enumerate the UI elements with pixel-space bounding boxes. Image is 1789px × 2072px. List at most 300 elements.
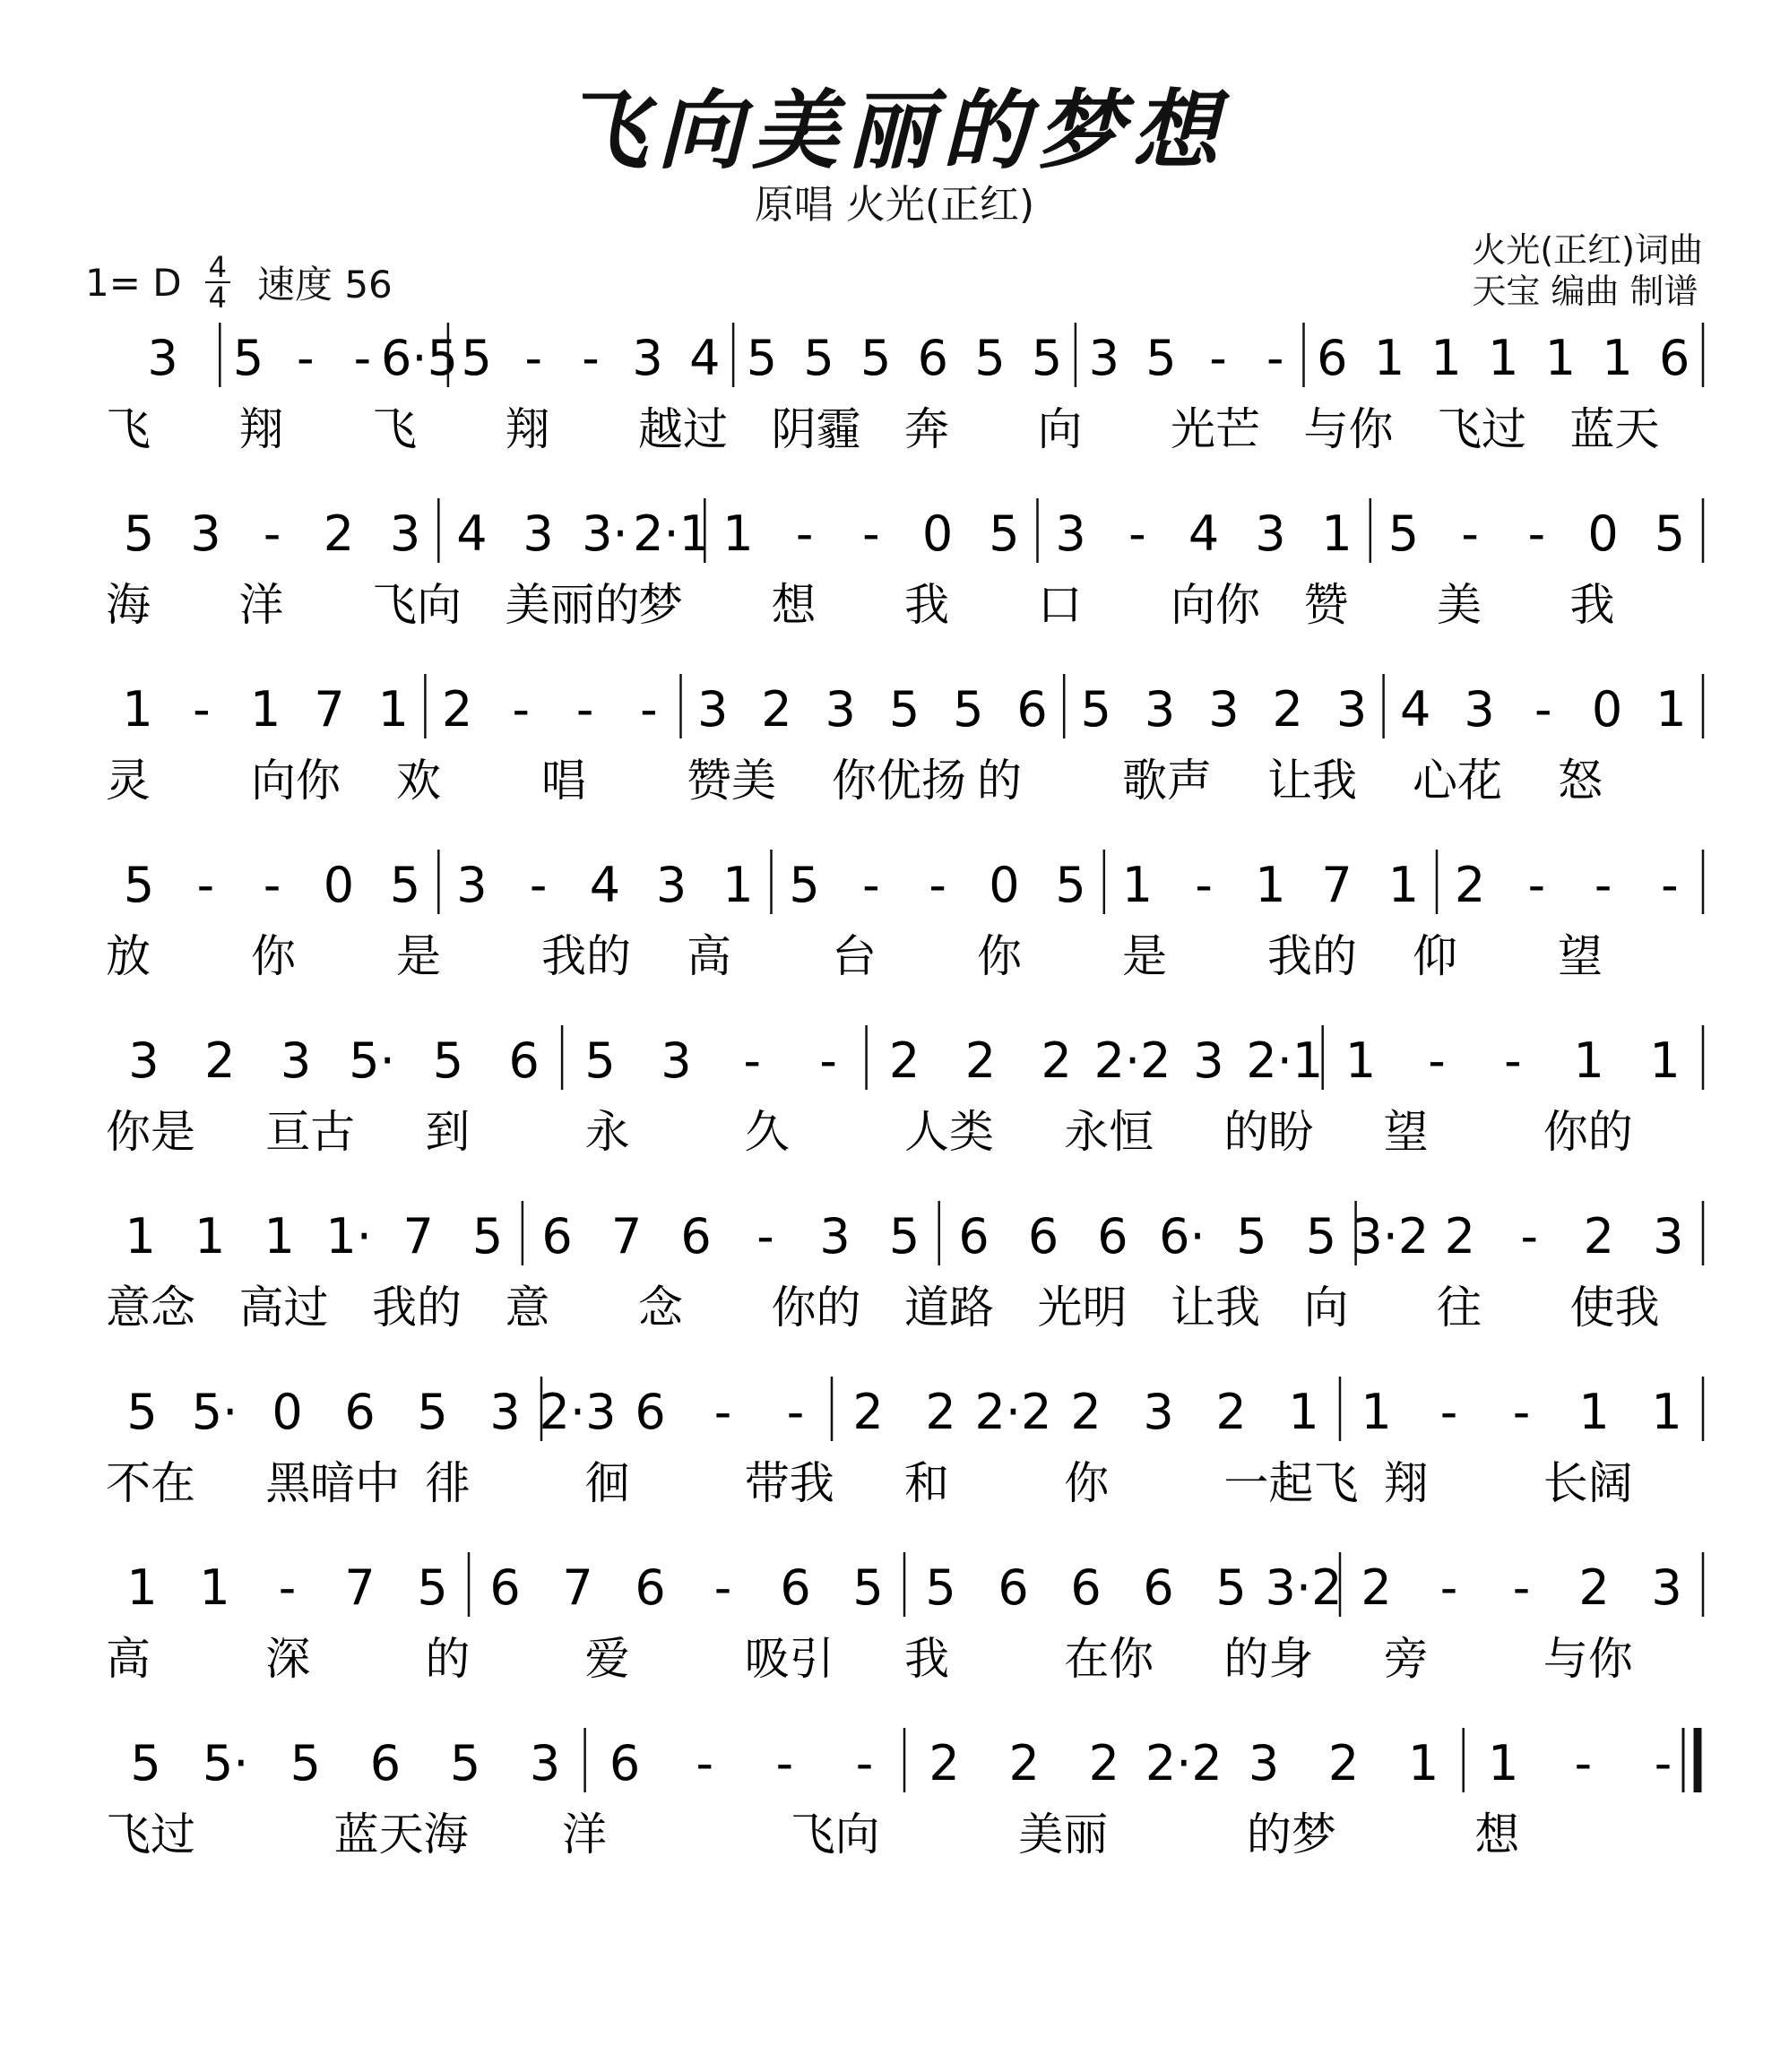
lyric: 吸引 <box>744 1633 834 1685</box>
lyric: 美 <box>1437 579 1482 631</box>
arranger: 天宝 编曲 制谱 <box>1472 272 1698 311</box>
note: 3 <box>1464 681 1495 738</box>
note: 6 <box>1143 1559 1174 1616</box>
note: 3 <box>128 1032 160 1089</box>
note: 5 <box>1031 330 1063 386</box>
note: 1 <box>722 857 754 913</box>
lyric: 赞美 <box>687 755 776 807</box>
note: 3 <box>389 505 421 562</box>
note: 5· <box>191 1384 238 1440</box>
lyric: 我 <box>1569 579 1615 631</box>
note: 1· <box>325 1208 372 1265</box>
note: 3 <box>529 1735 561 1791</box>
lyric: 心花 <box>1413 755 1502 807</box>
note: 3 <box>456 857 488 913</box>
lyric: 和 <box>904 1457 949 1509</box>
note: 4 <box>456 505 488 562</box>
note: - <box>855 1735 874 1791</box>
note: 1 <box>122 681 153 738</box>
note: 2 <box>1008 1735 1040 1791</box>
time-numerator: 4 <box>205 253 230 283</box>
note: 2 <box>1327 1735 1360 1791</box>
note: - <box>862 505 880 562</box>
note: 5 <box>1236 1208 1267 1265</box>
note: 2 <box>1041 1032 1072 1089</box>
lyric: 亘古 <box>265 1106 356 1158</box>
lyric: 向你 <box>251 755 341 807</box>
note: 3 <box>523 505 554 562</box>
note: - <box>1512 1559 1531 1616</box>
note: 5 <box>1305 1208 1337 1265</box>
note: 5 <box>123 505 155 562</box>
note: 3 <box>1055 505 1086 562</box>
note: - <box>263 857 281 913</box>
note: 2 <box>1454 857 1486 913</box>
note: 6 <box>917 330 948 386</box>
note: 2·3 <box>539 1384 617 1440</box>
note: 5 <box>417 1384 448 1440</box>
note: 1 <box>194 1208 226 1265</box>
note: 5 <box>860 330 892 386</box>
note: 2 <box>1272 681 1303 738</box>
note: 2 <box>1361 1559 1392 1616</box>
note: 1 <box>1488 1735 1519 1791</box>
note: 1 <box>1651 1384 1682 1440</box>
note: 5 <box>803 330 834 386</box>
note: 5 <box>1055 857 1086 913</box>
lyric: 你的 <box>1543 1106 1633 1158</box>
note: 1 <box>1649 1032 1681 1089</box>
lyric: 让我 <box>1267 755 1357 807</box>
lyric: 望 <box>1558 930 1603 982</box>
note: 1 <box>199 1559 230 1616</box>
note: 3 <box>1653 1208 1684 1265</box>
lyric: 越过 <box>638 403 728 455</box>
note: - <box>775 1735 794 1791</box>
note: 3 <box>1143 1384 1174 1440</box>
note: 6 <box>958 1208 990 1265</box>
note: 1 <box>1573 1032 1604 1089</box>
note: - <box>756 1208 774 1265</box>
lyric: 飞 <box>106 403 151 455</box>
note: 3·2 <box>1352 1208 1430 1265</box>
lyric: 我 <box>904 1633 949 1685</box>
lyric: 你是 <box>106 1106 195 1158</box>
note: - <box>1439 1384 1458 1440</box>
note: 2 <box>888 1032 920 1089</box>
note: 1 <box>1344 1032 1377 1089</box>
lyric: 的 <box>425 1633 471 1685</box>
note: - <box>196 857 215 913</box>
lyric: 灵 <box>106 755 151 807</box>
note: 1 <box>126 1559 158 1616</box>
note: 6 <box>1070 1559 1102 1616</box>
note: 2 <box>925 1384 956 1440</box>
song-title: 飞向美丽的梦想 <box>562 80 1227 181</box>
note: 3 <box>697 681 729 738</box>
lyric: 你 <box>1064 1457 1110 1509</box>
lyric: 翔 <box>505 403 550 455</box>
lyric: 仰 <box>1413 930 1457 982</box>
note: 6 <box>609 1735 641 1791</box>
note: 2 <box>323 505 355 562</box>
note: 1 <box>377 681 409 738</box>
note: 1 <box>1488 330 1519 386</box>
lyric: 徘 <box>425 1457 471 1509</box>
note: 5 <box>389 857 421 913</box>
note: - <box>1527 505 1546 562</box>
lyric: 飞向 <box>372 579 462 631</box>
note: 5 <box>123 857 155 913</box>
note: 7 <box>1321 857 1353 913</box>
note: 0 <box>1591 681 1623 738</box>
lyric: 高 <box>687 930 731 982</box>
note: 2 <box>964 1032 997 1089</box>
note: 1 <box>1255 857 1286 913</box>
note: 5 <box>584 1032 616 1089</box>
note: 0 <box>1587 505 1619 562</box>
lyric: 高 <box>106 1633 151 1685</box>
note: 5 <box>789 857 820 913</box>
lyric: 洋 <box>562 1809 608 1860</box>
note: 6 <box>1317 330 1348 386</box>
note: 3 <box>147 330 178 386</box>
lyric: 道路 <box>904 1282 994 1334</box>
note: 5 <box>432 1032 464 1089</box>
note: 2·2 <box>974 1384 1052 1440</box>
note: 6 <box>489 1559 521 1616</box>
note: - <box>713 1559 732 1616</box>
lyric: 飞过 <box>106 1809 195 1860</box>
lyric: 长阔 <box>1543 1457 1633 1509</box>
note: 3 <box>1255 505 1286 562</box>
note: 7 <box>402 1208 434 1265</box>
note: 3 <box>489 1384 521 1440</box>
note: 7 <box>562 1559 593 1616</box>
note: 3·2 <box>1265 1559 1343 1616</box>
note: 2 <box>441 681 473 738</box>
time-denominator: 4 <box>208 281 227 315</box>
lyric: 深 <box>265 1633 311 1685</box>
note: - <box>278 1559 297 1616</box>
note: 1 <box>1121 857 1154 913</box>
note: 1 <box>125 1208 156 1265</box>
note: 5 <box>126 1384 158 1440</box>
note: 7 <box>314 681 345 738</box>
note: 5 <box>989 505 1020 562</box>
lyric: 一起飞 <box>1223 1457 1359 1509</box>
key-label: 1= D <box>85 260 182 305</box>
note: 5 <box>888 681 920 738</box>
note: - <box>743 1032 762 1089</box>
note: 2·2 <box>1145 1735 1223 1791</box>
lyric: 飞 <box>372 403 417 455</box>
lyric: 光明 <box>1037 1282 1128 1334</box>
lyric: 的盼 <box>1223 1106 1314 1158</box>
note: 5 <box>888 1208 920 1265</box>
note: 2 <box>761 681 792 738</box>
lyric: 歌声 <box>1122 755 1212 807</box>
note: - <box>1428 1032 1446 1089</box>
note: 3 <box>1651 1559 1682 1616</box>
note: 3 <box>190 505 221 562</box>
lyric: 美丽的 <box>505 579 640 631</box>
note: - <box>582 330 600 386</box>
note: - <box>1512 1384 1531 1440</box>
note: - <box>1661 857 1679 913</box>
note: 3 <box>819 1208 851 1265</box>
note: 1 <box>1321 505 1353 562</box>
lyric: 光芒 <box>1171 403 1260 455</box>
lyric: 与你 <box>1543 1633 1633 1685</box>
note: 5 <box>1387 505 1420 562</box>
note: 2 <box>1088 1735 1119 1791</box>
lyric: 想 <box>771 579 817 631</box>
note: 2 <box>1444 1208 1475 1265</box>
lyric: 飞过 <box>1437 403 1526 455</box>
lyric: 飞向 <box>790 1809 880 1860</box>
note: 6 <box>635 1559 666 1616</box>
lyric: 向 <box>1037 403 1083 455</box>
note: - <box>1209 330 1227 386</box>
lyric: 是 <box>1122 930 1167 982</box>
note: 0 <box>272 1384 303 1440</box>
note: 3 <box>1208 681 1240 738</box>
note: - <box>640 681 658 738</box>
lyric: 想 <box>1474 1809 1520 1860</box>
lyric: 向你 <box>1171 579 1260 631</box>
note: 6·5 <box>381 330 458 386</box>
lyric: 永 <box>584 1106 630 1158</box>
note: 1 <box>1361 1384 1392 1440</box>
note: 2 <box>204 1032 236 1089</box>
lyric: 你 <box>251 930 296 982</box>
note: 6 <box>541 1208 573 1265</box>
note: 5· <box>202 1735 249 1791</box>
note: 1 <box>250 681 281 738</box>
note: - <box>529 857 548 913</box>
note: - <box>353 330 372 386</box>
lyric: 让我 <box>1171 1282 1260 1334</box>
note: 7 <box>344 1559 376 1616</box>
lyric: 带我 <box>744 1457 834 1509</box>
lyric: 我 <box>904 579 949 631</box>
note: 3 <box>1335 681 1368 738</box>
note: - <box>512 681 531 738</box>
lyric: 望 <box>1383 1106 1429 1158</box>
note: - <box>1594 857 1612 913</box>
lyric: 唱 <box>541 755 586 807</box>
note: - <box>524 330 543 386</box>
note: 1 <box>1655 681 1687 738</box>
lyric: 海 <box>106 579 151 631</box>
note: 0 <box>989 857 1020 913</box>
note: 6 <box>780 1559 811 1616</box>
note: 6 <box>1027 1208 1059 1265</box>
note: - <box>713 1384 732 1440</box>
lyric: 口 <box>1037 579 1083 631</box>
lyric: 阴霾 <box>771 403 861 455</box>
lyric: 意 <box>505 1282 550 1334</box>
lyric: 蓝天海 <box>333 1809 469 1860</box>
note: 0 <box>323 857 355 913</box>
note: - <box>297 330 315 386</box>
lyric: 你 <box>977 930 1022 982</box>
note: 4 <box>589 857 621 913</box>
note: 6 <box>508 1032 540 1089</box>
note: 3 <box>1144 681 1176 738</box>
note: 6· <box>1159 1208 1206 1265</box>
note: 1 <box>1408 1735 1439 1791</box>
lyric: 我的 <box>372 1282 462 1334</box>
lyric: 欢 <box>396 755 441 807</box>
note: 5 <box>449 1735 481 1791</box>
note: 2·1 <box>633 505 711 562</box>
lyricist-composer: 火光(正红)词曲 <box>1472 230 1703 270</box>
note: - <box>1195 857 1213 913</box>
note: 5 <box>130 1735 161 1791</box>
note: - <box>696 1735 714 1791</box>
lyric: 到 <box>425 1106 471 1158</box>
tempo-label: 速度 56 <box>256 263 393 306</box>
lyric: 放 <box>106 930 151 982</box>
note: 6 <box>1659 330 1690 386</box>
note: 5 <box>461 330 492 386</box>
lyric: 的 <box>977 755 1022 807</box>
lyric: 赞 <box>1303 579 1349 631</box>
note: 5 <box>746 330 778 386</box>
note: 5 <box>417 1559 448 1616</box>
note: 2 <box>852 1384 884 1440</box>
note: 0 <box>921 505 954 562</box>
note: 6 <box>998 1559 1029 1616</box>
lyric: 使我 <box>1569 1282 1660 1334</box>
note: - <box>819 1032 837 1089</box>
note: - <box>1461 505 1479 562</box>
note: 2·1 <box>1246 1032 1324 1089</box>
note: - <box>193 681 211 738</box>
lyric: 你优扬 <box>832 755 966 807</box>
lyric: 人类 <box>904 1106 994 1158</box>
note: 5 <box>974 330 1006 386</box>
note: 5 <box>1080 681 1111 738</box>
note: 3 <box>1248 1735 1280 1791</box>
note: - <box>1266 330 1284 386</box>
note: 2 <box>1578 1559 1610 1616</box>
note: 1 <box>1288 1384 1319 1440</box>
lyric: 翔 <box>238 403 284 455</box>
note: 1 <box>1430 330 1462 386</box>
note: 4 <box>689 330 721 386</box>
lyric: 爱 <box>584 1633 630 1685</box>
note: - <box>1527 857 1546 913</box>
note: 5· <box>349 1032 395 1089</box>
lyric: 的梦 <box>1246 1809 1336 1860</box>
note: 5 <box>471 1208 504 1265</box>
note: 2 <box>929 1735 960 1791</box>
lyric: 旁 <box>1383 1633 1429 1685</box>
note: 3 <box>280 1032 312 1089</box>
note: 5 <box>232 330 264 386</box>
note: 1 <box>1387 857 1420 913</box>
note: 3 <box>655 857 687 913</box>
note: 5 <box>953 681 984 738</box>
lyric: 久 <box>744 1106 790 1158</box>
note: - <box>1128 505 1146 562</box>
lyric: 与你 <box>1303 403 1394 455</box>
note: - <box>1504 1032 1522 1089</box>
note: 1 <box>1602 330 1633 386</box>
note: 4 <box>1400 681 1431 738</box>
note: - <box>1574 1735 1593 1791</box>
note: - <box>929 857 946 913</box>
note: 6 <box>680 1208 712 1265</box>
lyric: 永恒 <box>1064 1106 1154 1158</box>
note: 5 <box>1215 1559 1247 1616</box>
note: 1 <box>722 505 754 562</box>
note: 4 <box>1188 505 1220 562</box>
lyric: 念 <box>638 1282 683 1334</box>
lyric: 的身 <box>1223 1633 1314 1685</box>
note: 3 <box>632 330 663 386</box>
note: 1 <box>1373 330 1405 386</box>
lyric: 意念 <box>106 1282 195 1334</box>
note: 6 <box>635 1384 666 1440</box>
note: 1 <box>264 1208 295 1265</box>
note: 1 <box>1544 330 1577 386</box>
note: 3 <box>1193 1032 1224 1089</box>
note: 5 <box>852 1559 884 1616</box>
lyric: 蓝天 <box>1569 403 1660 455</box>
lyric: 洋 <box>238 579 284 631</box>
note: - <box>263 505 281 562</box>
lyric: 徊 <box>584 1457 630 1509</box>
note: 2·2 <box>1093 1032 1171 1089</box>
note: 2 <box>1583 1208 1614 1265</box>
lyric: 美丽 <box>1018 1809 1109 1860</box>
note: 5 <box>1145 330 1177 386</box>
note: 6 <box>1097 1208 1128 1265</box>
note: 5 <box>925 1559 956 1616</box>
note: - <box>862 857 880 913</box>
note: 2 <box>1215 1384 1247 1440</box>
note: 6 <box>1016 681 1048 738</box>
lyric: 不在 <box>106 1457 195 1509</box>
lyric: 台 <box>832 930 877 982</box>
note: - <box>1534 681 1552 738</box>
note: 2 <box>1070 1384 1102 1440</box>
lyric: 往 <box>1437 1282 1482 1334</box>
lyric: 高过 <box>238 1282 329 1334</box>
note: 5 <box>290 1735 321 1791</box>
note: 7 <box>610 1208 643 1265</box>
lyric: 你的 <box>771 1282 861 1334</box>
note: - <box>795 505 814 562</box>
note: 5 <box>1654 505 1686 562</box>
note: - <box>786 1384 805 1440</box>
note: 1 <box>1578 1384 1610 1440</box>
lyric: 是 <box>396 930 441 982</box>
note: 6 <box>344 1384 376 1440</box>
lyric: 奔 <box>904 403 949 455</box>
lyric: 在你 <box>1064 1633 1154 1685</box>
lyric: 怒 <box>1558 755 1603 807</box>
lyric: 梦 <box>638 579 683 631</box>
note: 3 <box>825 681 856 738</box>
note: 6 <box>369 1735 402 1791</box>
note: - <box>1654 1735 1672 1791</box>
note: - <box>1520 1208 1539 1265</box>
